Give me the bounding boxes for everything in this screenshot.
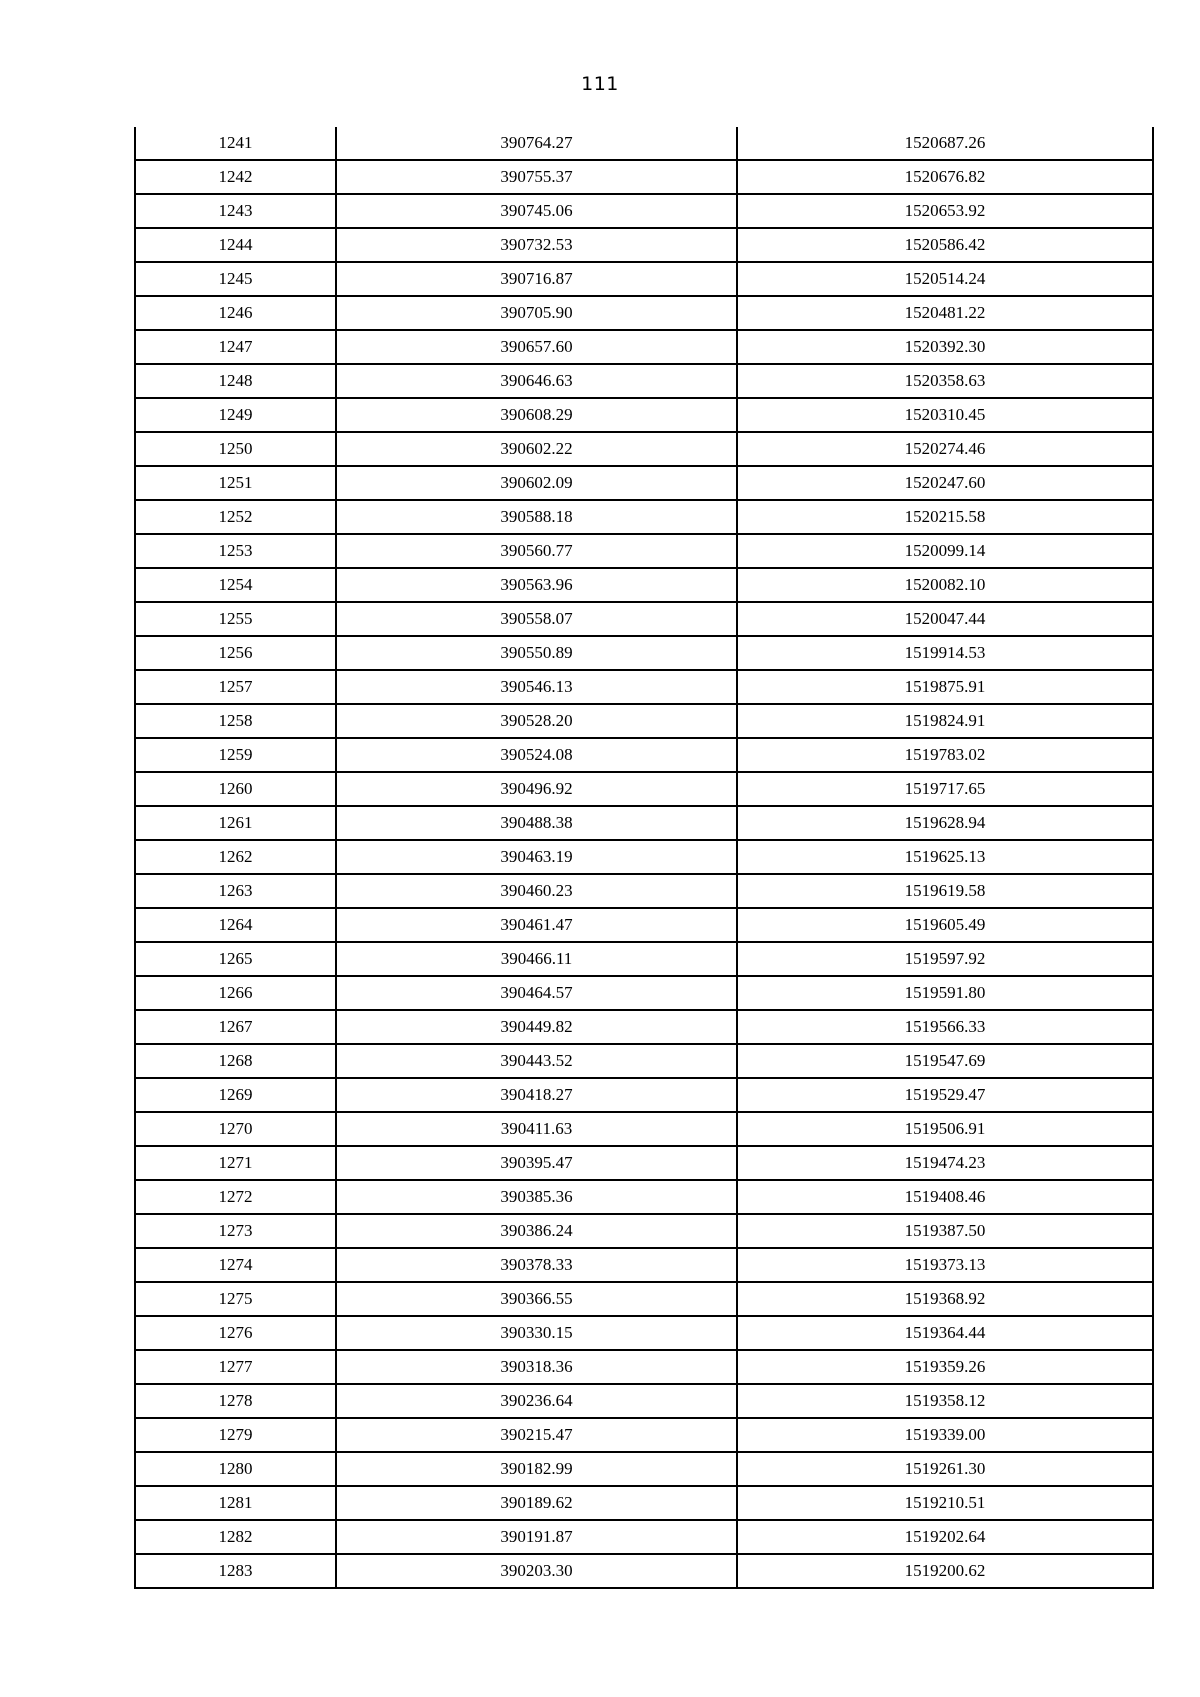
point-number-cell: 1246 [135,296,336,330]
y-coordinate-cell: 1520274.46 [737,432,1153,466]
y-coordinate-cell: 1519373.13 [737,1248,1153,1282]
x-coordinate-cell: 390411.63 [336,1112,737,1146]
table-row [135,772,1153,806]
table-row [135,1146,1153,1180]
point-number-cell: 1274 [135,1248,336,1282]
table-row [135,1452,1153,1486]
point-number-cell: 1245 [135,262,336,296]
table-row [135,1350,1153,1384]
x-coordinate-cell: 390385.36 [336,1180,737,1214]
table-row [135,500,1153,534]
y-coordinate-cell: 1519364.44 [737,1316,1153,1350]
x-coordinate-cell: 390318.36 [336,1350,737,1384]
table-row [135,228,1153,262]
point-number-cell: 1273 [135,1214,336,1248]
table-row [135,1316,1153,1350]
point-number-cell: 1251 [135,466,336,500]
point-number-cell: 1271 [135,1146,336,1180]
coordinate-table [134,127,1154,1589]
point-number-cell: 1244 [135,228,336,262]
x-coordinate-cell: 390191.87 [336,1520,737,1554]
table-row [135,636,1153,670]
x-coordinate-cell: 390378.33 [336,1248,737,1282]
point-number-cell: 1255 [135,602,336,636]
point-number-cell: 1253 [135,534,336,568]
point-number-cell: 1265 [135,942,336,976]
table-row [135,194,1153,228]
x-coordinate-cell: 390463.19 [336,840,737,874]
y-coordinate-cell: 1519597.92 [737,942,1153,976]
x-coordinate-cell: 390602.22 [336,432,737,466]
table-row [135,364,1153,398]
x-coordinate-cell: 390716.87 [336,262,737,296]
x-coordinate-cell: 390608.29 [336,398,737,432]
y-coordinate-cell: 1519875.91 [737,670,1153,704]
x-coordinate-cell: 390466.11 [336,942,737,976]
table-row [135,1418,1153,1452]
y-coordinate-cell: 1520687.26 [737,127,1153,160]
x-coordinate-cell: 390657.60 [336,330,737,364]
y-coordinate-cell: 1519358.12 [737,1384,1153,1418]
point-number-cell: 1254 [135,568,336,602]
point-number-cell: 1258 [135,704,336,738]
point-number-cell: 1270 [135,1112,336,1146]
table-row [135,398,1153,432]
table-row [135,908,1153,942]
y-coordinate-cell: 1519339.00 [737,1418,1153,1452]
point-number-cell: 1282 [135,1520,336,1554]
x-coordinate-cell: 390602.09 [336,466,737,500]
point-number-cell: 1242 [135,160,336,194]
point-number-cell: 1267 [135,1010,336,1044]
point-number-cell: 1269 [135,1078,336,1112]
point-number-cell: 1268 [135,1044,336,1078]
y-coordinate-cell: 1520215.58 [737,500,1153,534]
point-number-cell: 1275 [135,1282,336,1316]
table-row [135,1180,1153,1214]
y-coordinate-cell: 1520082.10 [737,568,1153,602]
x-coordinate-cell: 390330.15 [336,1316,737,1350]
y-coordinate-cell: 1520514.24 [737,262,1153,296]
y-coordinate-cell: 1519628.94 [737,806,1153,840]
point-number-cell: 1256 [135,636,336,670]
point-number-cell: 1252 [135,500,336,534]
point-number-cell: 1277 [135,1350,336,1384]
point-number-cell: 1266 [135,976,336,1010]
point-number-cell: 1243 [135,194,336,228]
point-number-cell: 1260 [135,772,336,806]
y-coordinate-cell: 1519605.49 [737,908,1153,942]
table-row [135,1112,1153,1146]
y-coordinate-cell: 1520358.63 [737,364,1153,398]
y-coordinate-cell: 1519824.91 [737,704,1153,738]
y-coordinate-cell: 1519474.23 [737,1146,1153,1180]
y-coordinate-cell: 1519506.91 [737,1112,1153,1146]
y-coordinate-cell: 1519408.46 [737,1180,1153,1214]
y-coordinate-cell: 1520676.82 [737,160,1153,194]
table-row [135,568,1153,602]
point-number-cell: 1262 [135,840,336,874]
table-row [135,127,1153,160]
x-coordinate-cell: 390189.62 [336,1486,737,1520]
y-coordinate-cell: 1520099.14 [737,534,1153,568]
x-coordinate-cell: 390560.77 [336,534,737,568]
x-coordinate-cell: 390449.82 [336,1010,737,1044]
point-number-cell: 1278 [135,1384,336,1418]
point-number-cell: 1276 [135,1316,336,1350]
page-number: 111 [581,73,619,95]
x-coordinate-cell: 390182.99 [336,1452,737,1486]
table-row [135,1044,1153,1078]
x-coordinate-cell: 390764.27 [336,127,737,160]
x-coordinate-cell: 390705.90 [336,296,737,330]
x-coordinate-cell: 390461.47 [336,908,737,942]
y-coordinate-cell: 1519566.33 [737,1010,1153,1044]
x-coordinate-cell: 390418.27 [336,1078,737,1112]
table-row [135,1282,1153,1316]
x-coordinate-cell: 390203.30 [336,1554,737,1588]
table-row [135,942,1153,976]
y-coordinate-cell: 1519210.51 [737,1486,1153,1520]
y-coordinate-cell: 1520653.92 [737,194,1153,228]
x-coordinate-cell: 390546.13 [336,670,737,704]
x-coordinate-cell: 390443.52 [336,1044,737,1078]
table-body [135,127,1153,1588]
table-row [135,976,1153,1010]
table-row [135,602,1153,636]
y-coordinate-cell: 1520392.30 [737,330,1153,364]
point-number-cell: 1283 [135,1554,336,1588]
y-coordinate-cell: 1520047.44 [737,602,1153,636]
x-coordinate-cell: 390496.92 [336,772,737,806]
table-row [135,330,1153,364]
x-coordinate-cell: 390563.96 [336,568,737,602]
table-row [135,1214,1153,1248]
y-coordinate-cell: 1520247.60 [737,466,1153,500]
table-row [135,738,1153,772]
point-number-cell: 1259 [135,738,336,772]
x-coordinate-cell: 390488.38 [336,806,737,840]
table-row [135,840,1153,874]
table-row [135,534,1153,568]
y-coordinate-cell: 1520310.45 [737,398,1153,432]
table-row [135,1554,1153,1588]
point-number-cell: 1247 [135,330,336,364]
table-row [135,296,1153,330]
x-coordinate-cell: 390646.63 [336,364,737,398]
point-number-cell: 1263 [135,874,336,908]
point-number-cell: 1281 [135,1486,336,1520]
table-row [135,874,1153,908]
table-row [135,1384,1153,1418]
x-coordinate-cell: 390464.57 [336,976,737,1010]
x-coordinate-cell: 390366.55 [336,1282,737,1316]
table-row [135,1010,1153,1044]
point-number-cell: 1250 [135,432,336,466]
point-number-cell: 1264 [135,908,336,942]
table-row [135,466,1153,500]
point-number-cell: 1280 [135,1452,336,1486]
table-row [135,432,1153,466]
x-coordinate-cell: 390558.07 [336,602,737,636]
x-coordinate-cell: 390524.08 [336,738,737,772]
table-row [135,1078,1153,1112]
table-row [135,670,1153,704]
point-number-cell: 1249 [135,398,336,432]
x-coordinate-cell: 390460.23 [336,874,737,908]
y-coordinate-cell: 1519717.65 [737,772,1153,806]
x-coordinate-cell: 390755.37 [336,160,737,194]
y-coordinate-cell: 1519202.64 [737,1520,1153,1554]
y-coordinate-cell: 1519387.50 [737,1214,1153,1248]
y-coordinate-cell: 1520586.42 [737,228,1153,262]
point-number-cell: 1248 [135,364,336,398]
y-coordinate-cell: 1520481.22 [737,296,1153,330]
x-coordinate-cell: 390395.47 [336,1146,737,1180]
table-row [135,1248,1153,1282]
x-coordinate-cell: 390386.24 [336,1214,737,1248]
x-coordinate-cell: 390215.47 [336,1418,737,1452]
y-coordinate-cell: 1519547.69 [737,1044,1153,1078]
x-coordinate-cell: 390550.89 [336,636,737,670]
table-row [135,806,1153,840]
point-number-cell: 1257 [135,670,336,704]
y-coordinate-cell: 1519200.62 [737,1554,1153,1588]
x-coordinate-cell: 390745.06 [336,194,737,228]
point-number-cell: 1272 [135,1180,336,1214]
y-coordinate-cell: 1519625.13 [737,840,1153,874]
y-coordinate-cell: 1519368.92 [737,1282,1153,1316]
y-coordinate-cell: 1519783.02 [737,738,1153,772]
table-row [135,160,1153,194]
point-number-cell: 1241 [135,127,336,160]
table-row [135,1520,1153,1554]
y-coordinate-cell: 1519359.26 [737,1350,1153,1384]
y-coordinate-cell: 1519529.47 [737,1078,1153,1112]
table-row [135,262,1153,296]
x-coordinate-cell: 390528.20 [336,704,737,738]
table-row [135,704,1153,738]
y-coordinate-cell: 1519619.58 [737,874,1153,908]
x-coordinate-cell: 390236.64 [336,1384,737,1418]
point-number-cell: 1261 [135,806,336,840]
table-row [135,1486,1153,1520]
x-coordinate-cell: 390732.53 [336,228,737,262]
y-coordinate-cell: 1519591.80 [737,976,1153,1010]
x-coordinate-cell: 390588.18 [336,500,737,534]
point-number-cell: 1279 [135,1418,336,1452]
y-coordinate-cell: 1519914.53 [737,636,1153,670]
y-coordinate-cell: 1519261.30 [737,1452,1153,1486]
